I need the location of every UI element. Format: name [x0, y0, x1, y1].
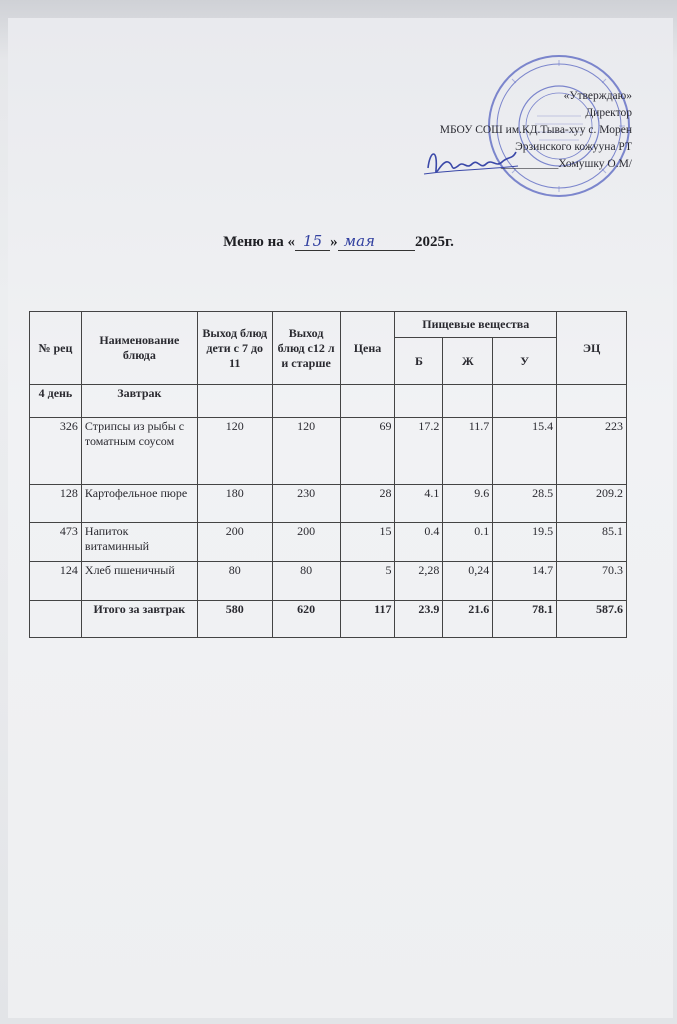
table-header-row: [30, 312, 627, 338]
table-row: 326 Стрипсы из рыбы с томатным соусом 120 120 69 17.2 11.7 15.4 223: [30, 418, 627, 485]
section-row: [30, 385, 627, 418]
total-row: Итого за завтрак 580 620 117 23.9 21.6 78.1 587.6: [30, 601, 627, 638]
header-price: Цена: [340, 312, 395, 385]
header-b: Б: [395, 338, 443, 385]
header-out2: Выход блюд с12 л и старше: [272, 312, 340, 385]
section-day: 4 день: [30, 385, 82, 418]
menu-table: [29, 311, 627, 638]
approval-line-school: МБОУ СОШ им.КД.Тыва-хуу с. Морен: [439, 124, 632, 136]
table-row: 124 Хлеб пшеничный 80 80 5 2,28 0,24 14.7 70.3: [30, 562, 627, 601]
total-label: Итого за завтрак: [81, 601, 197, 638]
header-out1: Выход блюд дети с 7 до 11: [197, 312, 272, 385]
approval-line-director: __________Хомушку О.М/: [500, 158, 632, 170]
approval-line-approve: «Утверждаю»: [563, 90, 632, 102]
section-meal: Завтрак: [81, 385, 197, 418]
header-nutrients: Пищевые вещества: [395, 312, 557, 338]
table-row: 473 Напиток витаминный 200 200 15 0.4 0.1 19.5 85.1: [30, 523, 627, 562]
approval-line-position: Директор: [585, 107, 632, 119]
header-u: У: [493, 338, 557, 385]
header-ec: ЭЦ: [557, 312, 627, 385]
title-mid: »: [330, 234, 338, 250]
title-day: 15: [295, 232, 330, 251]
approval-line-district: Эрзинского кожууна РТ: [515, 141, 632, 153]
title-prefix: Меню на «: [223, 234, 296, 250]
table-row: 128 Картофельное пюре 180 230 28 4.1 9.6 28.5 209.2: [30, 485, 627, 523]
header-name: Наименование блюда: [81, 312, 197, 385]
title-suffix: 2025г.: [414, 234, 454, 250]
header-num: № рец: [30, 312, 82, 385]
title-month: мая: [338, 232, 415, 251]
page-title: [0, 232, 677, 251]
approval-block: [440, 88, 632, 173]
header-zh: Ж: [443, 338, 493, 385]
